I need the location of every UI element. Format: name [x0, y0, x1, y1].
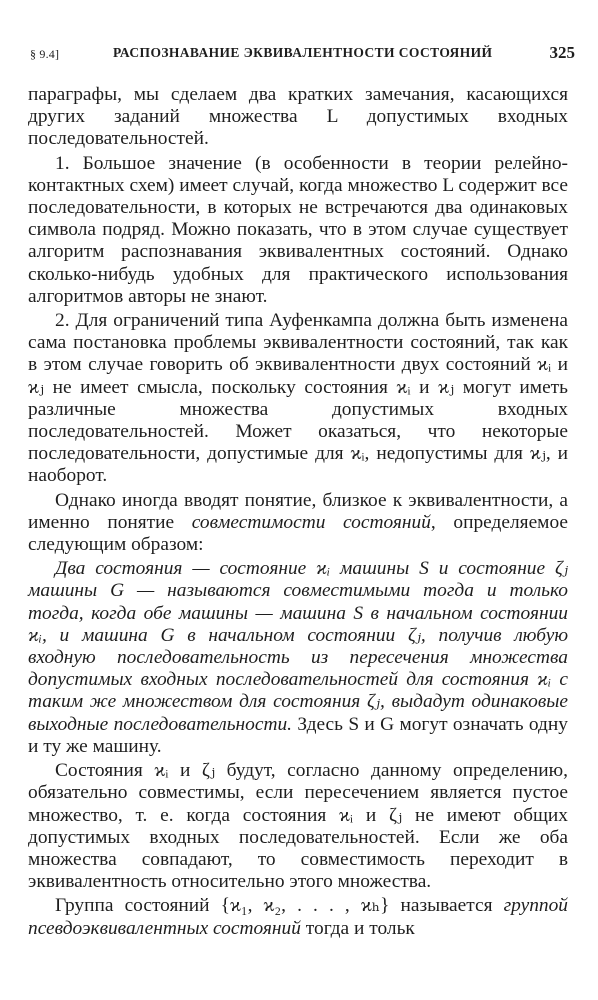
term-pseudo-equivalent-group: группой псевдоэквивалентных состояний — [28, 895, 568, 939]
paragraph-text: Однако иногда вводят понятие, близкое к эквивалентности, а именно понятие — [28, 489, 568, 533]
page-number: 325 — [549, 43, 575, 62]
paragraph-text: 1. Большое значение (в особенности в теории релейно-контактных схем) имеет случай, когда множество L содержит все последовательности, в которых не встречаются два одинаковых символа подряд. Можно показать, что в этом случае существует алгоритм распознавания эквивалентных состояний. Однако сколько-нибудь удобных для практического использования алгоритмов авторы не знают. — [28, 152, 568, 307]
paragraph-consequence — [28, 760, 568, 893]
main-text — [28, 84, 568, 940]
paragraph-text: Группа состояний {ϰ₁, ϰ₂, . . . , ϰₕ} называется — [55, 895, 504, 917]
paragraph-text: параграфы, мы сделаем два кратких замечания, касающихся других заданий множества L допустимых входных последовательностей. — [28, 84, 568, 150]
term-compatibility: совместимости состояний — [191, 511, 431, 533]
section-reference: § 9.4] — [30, 47, 60, 61]
chapter-running-title: РАСПОЗНАВАНИЕ ЭКВИВАЛЕНТНОСТИ СОСТОЯНИЙ — [113, 45, 493, 60]
paragraph-intro — [28, 84, 568, 151]
paragraph-group — [28, 895, 568, 939]
paragraph-remark-2 — [28, 310, 568, 488]
running-head — [30, 44, 575, 64]
paragraph-text: 2. Для ограничений типа Ауфенкампа должна быть изменена сама постановка проблемы эквивалентности состояний, так как в этом случае говорить об эквивалентности двух состояний ϰᵢ и ϰⱼ не имеет смысла, поскольку состояния ϰᵢ и ϰⱼ могут иметь различные множества допустимых входных последовательностей. Может оказаться, что некоторые последовательности, допустимые для ϰᵢ, недопустимы для ϰⱼ, и наоборот. — [28, 310, 568, 487]
paragraph-text-tail: тогда и тольк — [300, 917, 415, 939]
paragraph-text-tail: Здесь S и G могут означать одну и ту же машину. — [28, 713, 568, 757]
paragraph-remark-1 — [28, 153, 568, 308]
paragraph-definition — [28, 558, 568, 758]
paragraph-compatibility-intro — [28, 490, 568, 557]
paragraph-text-tail: , определяемое следующим образом: — [28, 511, 568, 556]
definition-text: Два состояния — состояние ϰᵢ машины S и состояние ζⱼ машины G — называются совместимыми тогда и только тогда, когда обе машины — машина S в начальном состоянии ϰᵢ, и машина G в начальном состоянии ζⱼ, получив любую входную последовательность из пересечения множества допустимых входных последовательностей для состояния ϰᵢ с таким же множеством для состояния ζⱼ, выдадут одинаковые выходные последовательности. — [28, 558, 568, 735]
paragraph-text: Состояния ϰᵢ и ζⱼ будут, согласно данному определению, обязательно совместимы, если пересечением является пустое множество, т. е. когда состояния ϰᵢ и ζⱼ не имеют общих допустимых входных последовательностей. Если же оба множества совпадают, то совместимость переходит в эквивалентность относительно этого множества. — [28, 760, 568, 893]
